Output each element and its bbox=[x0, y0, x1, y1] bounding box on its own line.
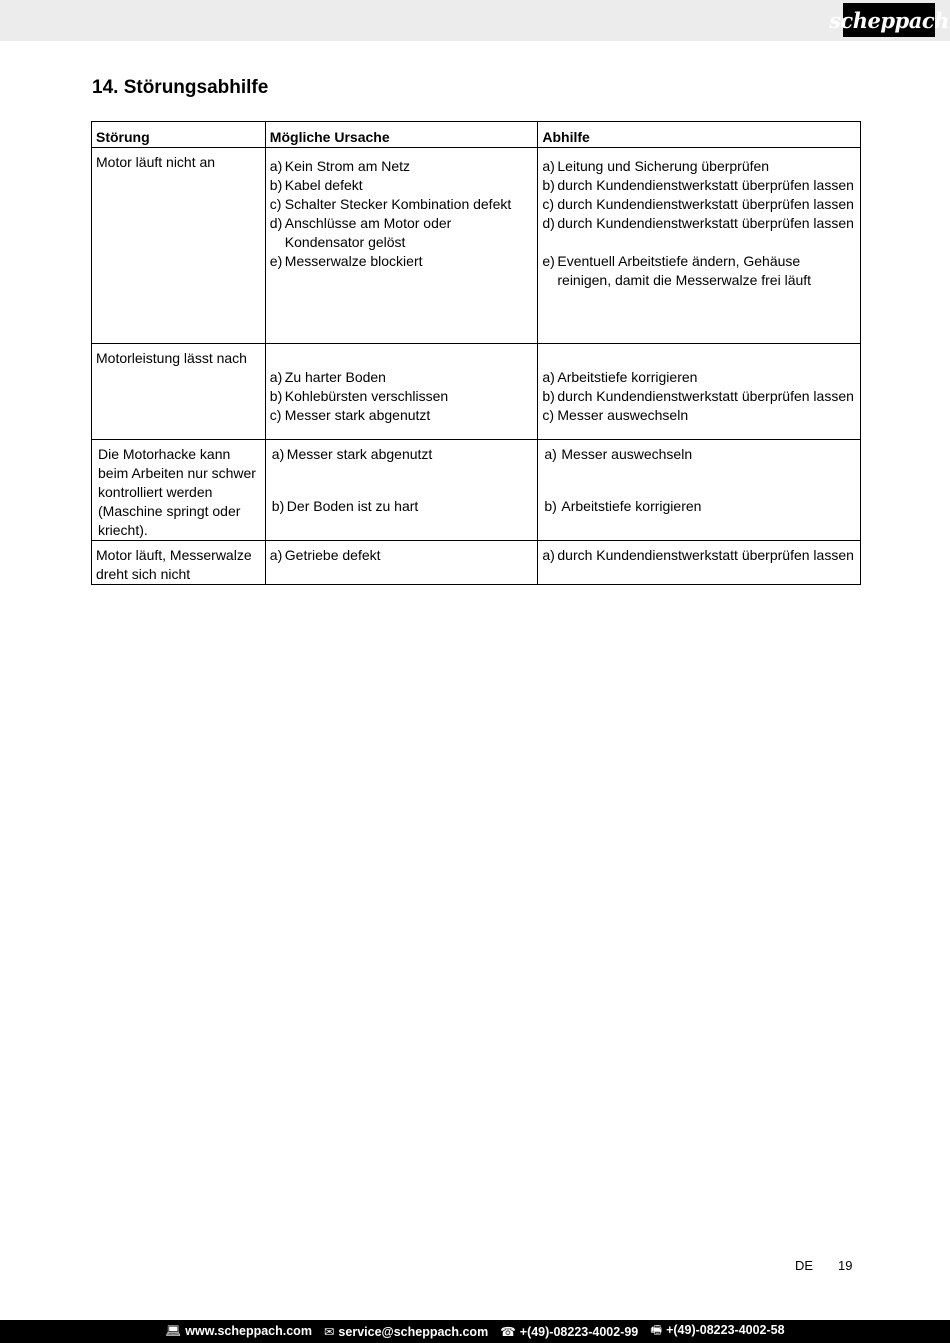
list-item: b) durch Kundendienstwerkstatt überprüfen lassen bbox=[542, 177, 854, 193]
problem-cell: Motor läuft nicht an bbox=[92, 148, 266, 344]
list-item: c) Messer stark abgenutzt bbox=[269, 407, 431, 423]
table-row bbox=[92, 344, 861, 440]
table-header-row bbox=[92, 122, 861, 148]
list-item: b) Arbeitstiefe korrigieren bbox=[544, 498, 702, 514]
list-item: e) Eventuell Arbeitstiefe ändern, Gehäuse reinigen, damit die Messerwalze frei läuft bbox=[542, 253, 812, 288]
brand-logo: scheppach bbox=[843, 3, 935, 37]
computer-icon: 💻︎ bbox=[165, 1324, 182, 1338]
list-item: a) Getriebe defekt bbox=[269, 547, 381, 563]
page-number: 19 bbox=[838, 1258, 853, 1273]
contact-bar bbox=[0, 1320, 950, 1343]
list-item: d) Anschlüsse am Motor oder Kondensator gelöst bbox=[269, 215, 452, 250]
list-item: a) Messer auswechseln bbox=[544, 446, 693, 462]
column-header-problem: Störung bbox=[92, 122, 266, 148]
list-item: a) durch Kundendienstwerkstatt überprüfen lassen bbox=[542, 547, 854, 563]
problem-cell: Motorleistung lässt nach bbox=[92, 344, 266, 440]
list-item: a) Arbeitstiefe korrigieren bbox=[542, 369, 698, 385]
list-item: b) Der Boden ist zu hart bbox=[271, 498, 419, 514]
fax-item: 🖷︎ +(49)-08223-4002-58 bbox=[650, 1323, 785, 1337]
website-item[interactable]: 💻︎ www.scheppach.com bbox=[165, 1324, 312, 1338]
phone-icon: ☎ bbox=[500, 1325, 516, 1339]
list-item: a) Zu harter Boden bbox=[269, 369, 386, 385]
phone-item: ☎ +(49)-08223-4002-99 bbox=[500, 1325, 639, 1339]
header-bar bbox=[0, 0, 950, 41]
email-item[interactable]: ✉ service@scheppach.com bbox=[323, 1325, 489, 1339]
problem-cell: Die Motorhacke kann beim Arbeiten nur schwer kontrolliert werden (Maschine springt oder kriecht). bbox=[92, 440, 266, 541]
cause-cell bbox=[265, 541, 538, 585]
column-header-remedy: Abhilfe bbox=[538, 122, 861, 148]
remedy-cell bbox=[538, 148, 861, 344]
section-title: 14. Störungsabhilfe bbox=[92, 77, 269, 98]
remedy-cell bbox=[538, 440, 861, 541]
list-item: a) Messer stark abgenutzt bbox=[271, 446, 433, 462]
list-item: a) Leitung und Sicherung überprüfen bbox=[542, 158, 770, 174]
fax-icon: 🖷︎ bbox=[650, 1323, 663, 1337]
list-item: b) Kabel defekt bbox=[269, 177, 363, 193]
list-item: c) durch Kundendienstwerkstatt überprüfen lassen bbox=[542, 196, 854, 212]
language-code: DE bbox=[795, 1258, 814, 1273]
list-item: c) Messer auswechseln bbox=[542, 407, 689, 423]
table-row bbox=[92, 148, 861, 344]
list-item: d) durch Kundendienstwerkstatt überprüfen lassen bbox=[542, 215, 854, 231]
list-item: c) Schalter Stecker Kombination defekt bbox=[269, 196, 512, 212]
table-row bbox=[92, 541, 861, 585]
remedy-cell bbox=[538, 541, 861, 585]
list-item: b) durch Kundendienstwerkstatt überprüfen lassen bbox=[542, 388, 854, 404]
table-row bbox=[92, 440, 861, 541]
problem-cell: Motor läuft, Messerwalze dreht sich nicht bbox=[92, 541, 266, 585]
list-item: e) Messerwalze blockiert bbox=[269, 253, 423, 269]
remedy-cell bbox=[538, 344, 861, 440]
list-item: b) Kohlebürsten verschlissen bbox=[269, 388, 449, 404]
mail-icon: ✉ bbox=[323, 1325, 335, 1339]
cause-cell bbox=[265, 440, 538, 541]
cause-cell bbox=[265, 344, 538, 440]
list-item: a) Kein Strom am Netz bbox=[269, 158, 411, 174]
troubleshooting-table bbox=[91, 121, 861, 585]
cause-cell bbox=[265, 148, 538, 344]
column-header-cause: Mögliche Ursache bbox=[265, 122, 538, 148]
